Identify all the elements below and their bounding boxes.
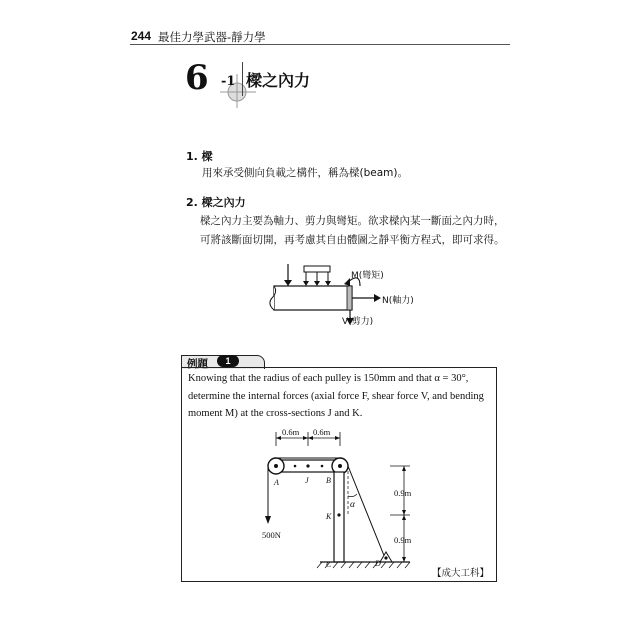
point-d-label: D	[375, 559, 381, 568]
dim-top-right: 0.6m	[313, 427, 331, 437]
dim-right-bottom: 0.9m	[394, 535, 412, 545]
point-k-label: K	[326, 512, 332, 521]
example-line-1: Knowing that the radius of each pulley is 150mm and that α = 30°,	[188, 373, 469, 384]
section-divider	[242, 62, 243, 96]
moment-label: M(彎矩)	[351, 271, 384, 281]
pulley-frame-diagram	[250, 424, 440, 574]
point-b-label: B	[326, 476, 331, 485]
point-c-label: C	[326, 560, 332, 569]
dim-top-left: 0.6m	[282, 427, 300, 437]
beam-segment	[274, 286, 352, 310]
page-number: 244	[131, 29, 152, 43]
dim-right-top: 0.9m	[394, 488, 412, 498]
load-label: 500N	[262, 530, 281, 540]
source-tag: 【成大工科】	[432, 568, 490, 579]
section-subnumber: -1	[221, 74, 236, 89]
item-1-heading: 1. 樑	[186, 150, 213, 163]
book-title: 最佳力學武器-靜力學	[158, 30, 266, 44]
header-rule	[130, 44, 510, 45]
point-a-label: A	[274, 478, 279, 487]
angle-label: α	[350, 500, 355, 510]
item-2-heading: 2. 樑之內力	[186, 196, 246, 209]
example-line-2: determine the internal forces (axial force F, shear force V, and bending	[188, 391, 484, 402]
axial-label: N(軸力)	[382, 296, 414, 306]
item-1-text: 用來承受側向負載之構件，稱為樑(beam)。	[202, 167, 408, 179]
section-number: 6	[185, 58, 208, 98]
example-number-badge: 1	[217, 355, 239, 367]
section-title: 樑之內力	[246, 71, 311, 90]
point-j-label: J	[305, 476, 309, 485]
example-line-3: moment M) at the cross-sections J and K.	[188, 408, 363, 419]
example-label: 例題	[187, 358, 208, 370]
item-2-line-1: 樑之內力主要為軸力、剪力與彎矩。欲求樑內某一斷面之內力時，	[200, 215, 505, 227]
item-2-line-2: 可將該斷面切開，再考慮其自由體圖之靜平衡方程式，即可求得。	[200, 234, 505, 246]
shear-label: V(剪力)	[342, 317, 374, 327]
